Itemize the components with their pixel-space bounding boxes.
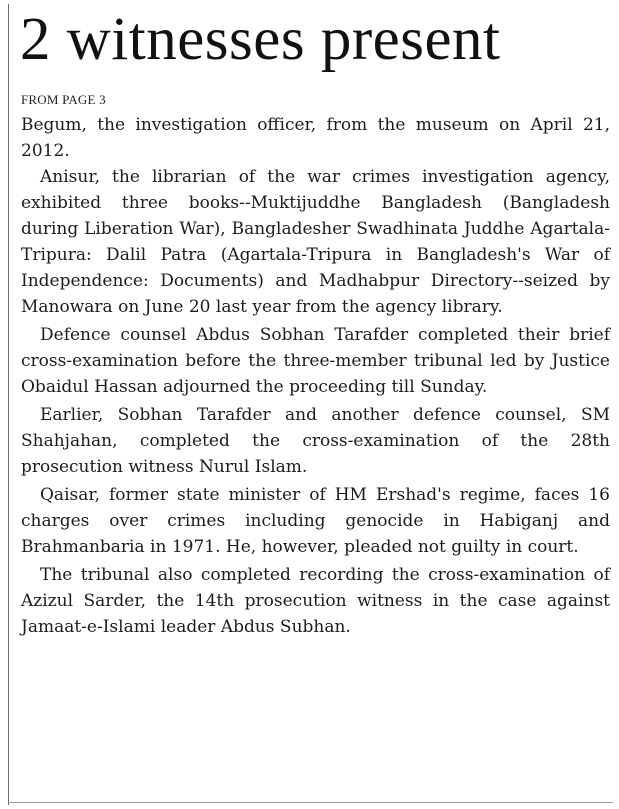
column-rule-bottom	[8, 802, 613, 803]
continuation-label: FROM PAGE 3	[21, 92, 106, 107]
column-rule-left	[8, 4, 9, 805]
article-body	[21, 112, 610, 640]
paragraph: Anisur, the librarian of the war crimes investigation agency, exhibited three books--Muktijuddhe Bangladesh (Bangladesh during Liberation War), Bangladesher Swadhinata Juddhe Agartala-Tripura: Dalil Patra (Agartala-Tripura in Bangladesh's War of Independence: Documents) and Madhabpur Directory--seized by Manowara on June 20 last year from the agency library.	[21, 167, 610, 317]
paragraph: Defence counsel Abdus Sobhan Tarafder completed their brief cross-examination before the three-member tribunal led by Justice Obaidul Hassan adjourned the proceeding till Sunday.	[21, 325, 610, 397]
paragraph: Qaisar, former state minister of HM Ershad's regime, faces 16 charges over crimes including genocide in Habiganj and Brahmanbaria in 1971. He, however, pleaded not guilty in court.	[21, 485, 610, 557]
paragraph: Begum, the investigation officer, from the museum on April 21, 2012.	[21, 115, 610, 161]
paragraph: The tribunal also completed recording the cross-examination of Azizul Sarder, the 14th prosecution witness in the case against Jamaat-e-Islami leader Abdus Subhan.	[21, 565, 610, 637]
paragraph: Earlier, Sobhan Tarafder and another defence counsel, SM Shahjahan, completed the cross-examination of the 28th prosecution witness Nurul Islam.	[21, 405, 610, 477]
headline: 2 witnesses present	[20, 6, 501, 73]
